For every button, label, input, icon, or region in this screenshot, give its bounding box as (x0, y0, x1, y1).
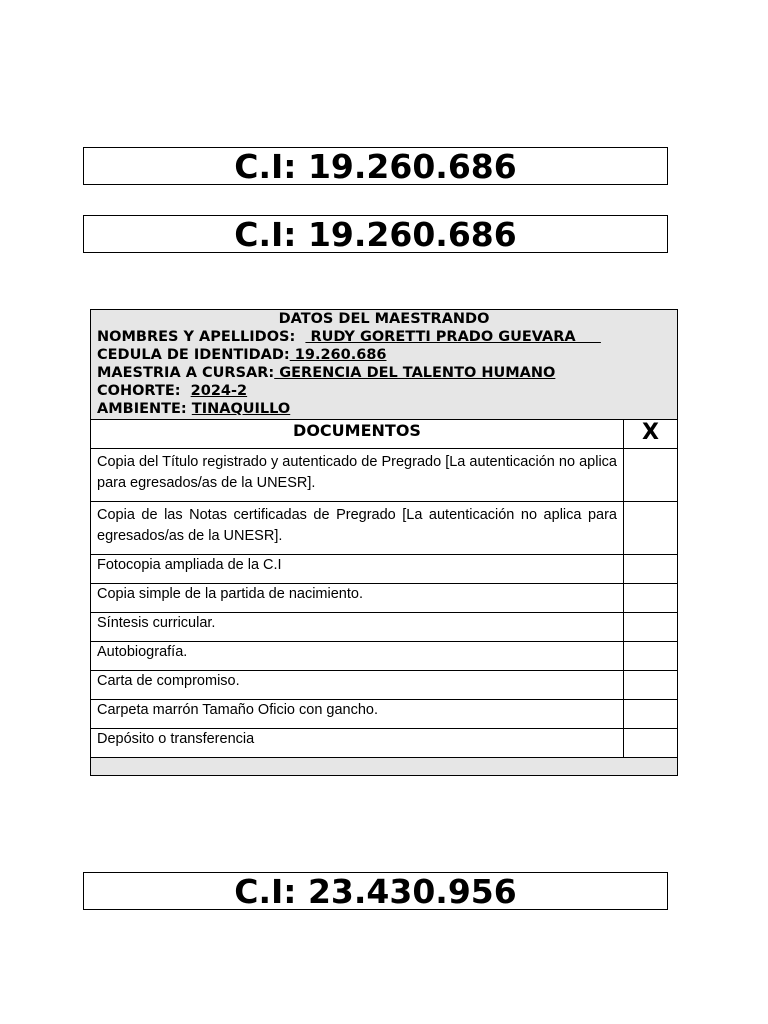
document-item: Autobiografía. (91, 642, 624, 670)
documents-column-header: DOCUMENTOS (91, 420, 624, 448)
table-row (91, 449, 677, 502)
ci-box-2 (83, 215, 668, 253)
check-cell[interactable] (624, 555, 677, 583)
nombres-value: RUDY GORETTI PRADO GUEVARA (305, 329, 601, 345)
table-row (91, 700, 677, 729)
check-cell[interactable] (624, 671, 677, 699)
documents-header-row (91, 420, 677, 449)
check-cell[interactable] (624, 613, 677, 641)
ci-text: C.I: 19.260.686 (234, 214, 517, 254)
nombres-label: NOMBRES Y APELLIDOS: (97, 329, 296, 345)
table-row (91, 555, 677, 584)
table-row (91, 502, 677, 555)
ambiente-value: TINAQUILLO (191, 401, 291, 417)
ci-text: C.I: 23.430.956 (234, 871, 517, 911)
ci-box-1 (83, 147, 668, 185)
table-row (91, 613, 677, 642)
ci-text: C.I: 19.260.686 (234, 146, 517, 186)
cedula-label: CEDULA DE IDENTIDAD: (97, 347, 290, 363)
check-cell[interactable] (624, 729, 677, 757)
check-cell[interactable] (624, 502, 677, 554)
table-row (91, 642, 677, 671)
check-cell[interactable] (624, 700, 677, 728)
form-header (91, 310, 677, 420)
cohorte-label: COHORTE: (97, 383, 181, 399)
check-cell[interactable] (624, 642, 677, 670)
table-row (91, 729, 677, 758)
table-row (91, 671, 677, 700)
ci-box-3 (83, 872, 668, 910)
maestria-value: GERENCIA DEL TALENTO HUMANO (274, 365, 556, 381)
nombres-line (97, 328, 671, 346)
student-data-form (90, 309, 678, 776)
document-item: Copia de las Notas certificadas de Pregrado [La autenticación no aplica para egresados/as de la UNESR]. (91, 502, 624, 554)
document-item: Copia simple de la partida de nacimiento. (91, 584, 624, 612)
document-item: Carpeta marrón Tamaño Oficio con gancho. (91, 700, 624, 728)
document-item: Fotocopia ampliada de la C.I (91, 555, 624, 583)
document-item: Síntesis curricular. (91, 613, 624, 641)
document-item: Carta de compromiso. (91, 671, 624, 699)
maestria-line (97, 364, 671, 382)
cedula-line (97, 346, 671, 364)
ambiente-line (97, 400, 671, 418)
maestria-label: MAESTRIA A CURSAR: (97, 365, 275, 381)
cohorte-value: 2024-2 (190, 383, 248, 399)
table-row (91, 584, 677, 613)
document-item: Depósito o transferencia (91, 729, 624, 757)
ambiente-label: AMBIENTE: (97, 401, 187, 417)
document-item: Copia del Título registrado y autenticado de Pregrado [La autenticación no aplica para egresados/as de la UNESR]. (91, 449, 624, 501)
form-title: DATOS DEL MAESTRANDO (278, 311, 490, 327)
check-cell[interactable] (624, 449, 677, 501)
form-footer-bar (91, 758, 677, 775)
cohorte-line (97, 382, 671, 400)
check-cell[interactable] (624, 584, 677, 612)
check-column-header: X (642, 420, 659, 445)
cedula-value: 19.260.686 (289, 347, 387, 363)
